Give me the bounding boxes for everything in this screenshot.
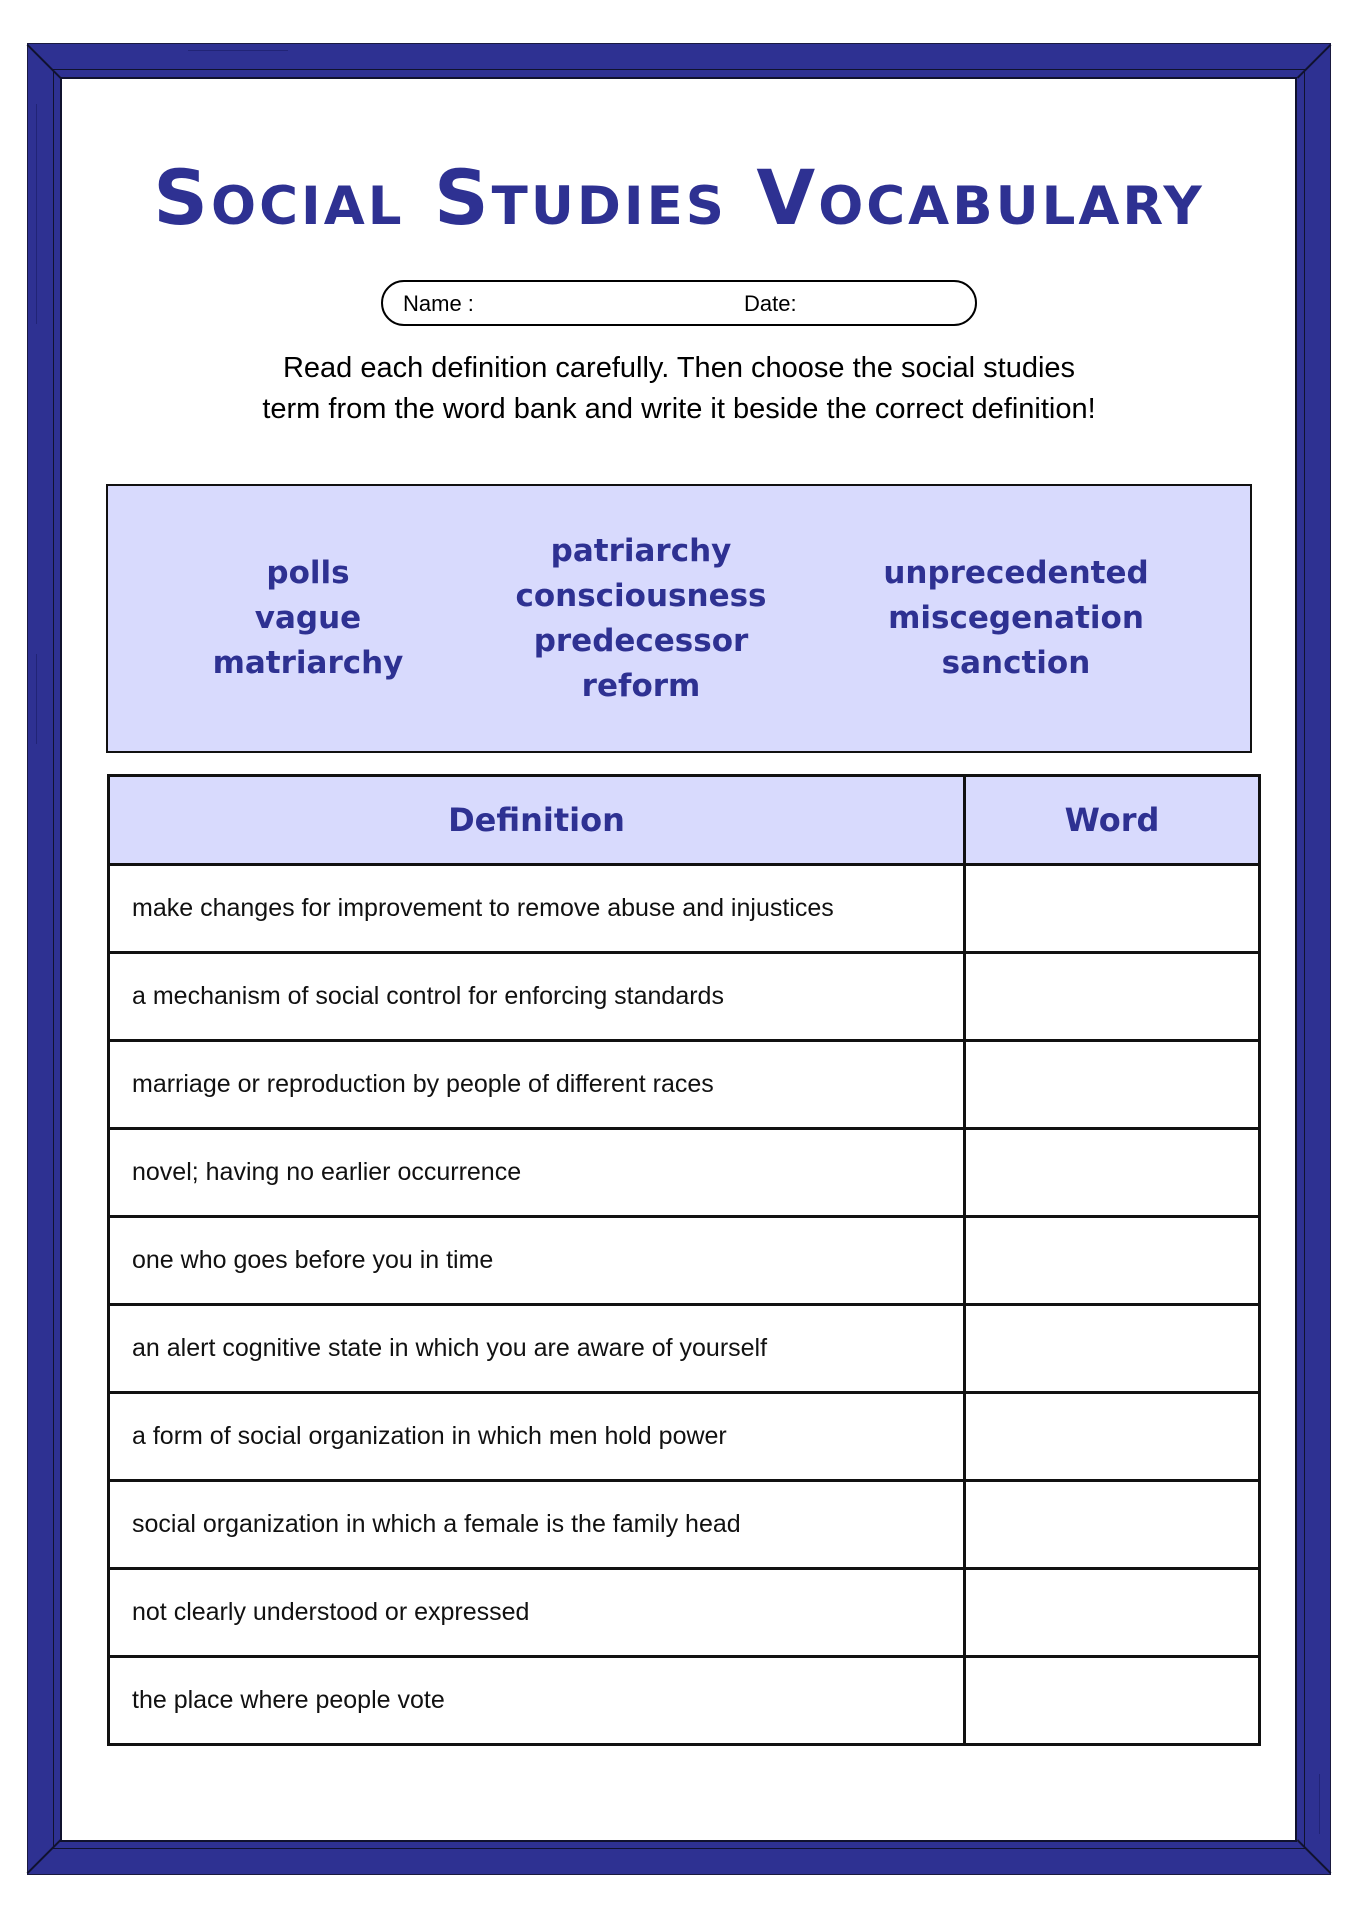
word-answer-cell[interactable] (965, 953, 1260, 1041)
name-label: Name : (403, 291, 474, 316)
word-answer-cell[interactable] (965, 1569, 1260, 1657)
frame-texture (36, 654, 37, 744)
word-bank-item: reform (581, 667, 701, 704)
frame-texture (188, 50, 288, 51)
definition-cell: not clearly understood or expressed (109, 1569, 965, 1657)
table-row (109, 1569, 1260, 1657)
definition-cell: novel; having no earlier occurrence (109, 1129, 965, 1217)
definition-cell: an alert cognitive state in which you are aware of yourself (109, 1305, 965, 1393)
word-bank-item: unprecedented (883, 555, 1149, 591)
vocabulary-table (107, 774, 1261, 1746)
instructions (120, 348, 1238, 430)
table-row (109, 1393, 1260, 1481)
table-row (109, 1657, 1260, 1745)
word-bank-item: predecessor (533, 622, 749, 659)
word-column-header: Word (965, 776, 1260, 865)
table-header-row (109, 776, 1260, 865)
word-answer-cell[interactable] (965, 1129, 1260, 1217)
name-date-field[interactable] (381, 280, 977, 326)
definition-cell: make changes for improvement to remove abuse and injustices (109, 865, 965, 953)
date-label: Date: (744, 291, 797, 316)
definition-column-header: Definition (109, 776, 965, 865)
word-bank-item: consciousness (515, 577, 767, 614)
word-answer-cell[interactable] (965, 1217, 1260, 1305)
word-bank-column (816, 486, 1216, 751)
word-bank-item: miscegenation (888, 600, 1144, 636)
word-bank-item: vague (254, 600, 362, 636)
word-answer-cell[interactable] (965, 1393, 1260, 1481)
table-row (109, 1041, 1260, 1129)
table-row (109, 1217, 1260, 1305)
word-answer-cell[interactable] (965, 1657, 1260, 1745)
table-row (109, 953, 1260, 1041)
definition-cell: the place where people vote (109, 1657, 965, 1745)
definition-cell: one who goes before you in time (109, 1217, 965, 1305)
table-row (109, 1305, 1260, 1393)
page-title: Social Studies Vocabulary (153, 153, 1205, 242)
definition-cell: a mechanism of social control for enforcing standards (109, 953, 965, 1041)
definition-cell: marriage or reproduction by people of different races (109, 1041, 965, 1129)
word-answer-cell[interactable] (965, 1481, 1260, 1569)
definition-cell: social organization in which a female is the family head (109, 1481, 965, 1569)
instructions-line: Read each definition carefully. Then choose the social studies (282, 352, 1076, 384)
word-bank-item: sanction (941, 645, 1091, 681)
word-bank (106, 484, 1252, 753)
word-answer-cell[interactable] (965, 865, 1260, 953)
word-answer-cell[interactable] (965, 1041, 1260, 1129)
table-row (109, 1129, 1260, 1217)
frame-texture (1319, 1774, 1320, 1834)
word-bank-item: matriarchy (212, 645, 404, 681)
word-bank-item: patriarchy (550, 532, 732, 569)
definition-cell: a form of social organization in which men hold power (109, 1393, 965, 1481)
table-row (109, 865, 1260, 953)
word-bank-item: polls (266, 555, 350, 591)
word-answer-cell[interactable] (965, 1305, 1260, 1393)
table-row (109, 1481, 1260, 1569)
instructions-line: term from the word bank and write it beside the correct definition! (262, 393, 1096, 425)
word-bank-column (441, 486, 841, 751)
